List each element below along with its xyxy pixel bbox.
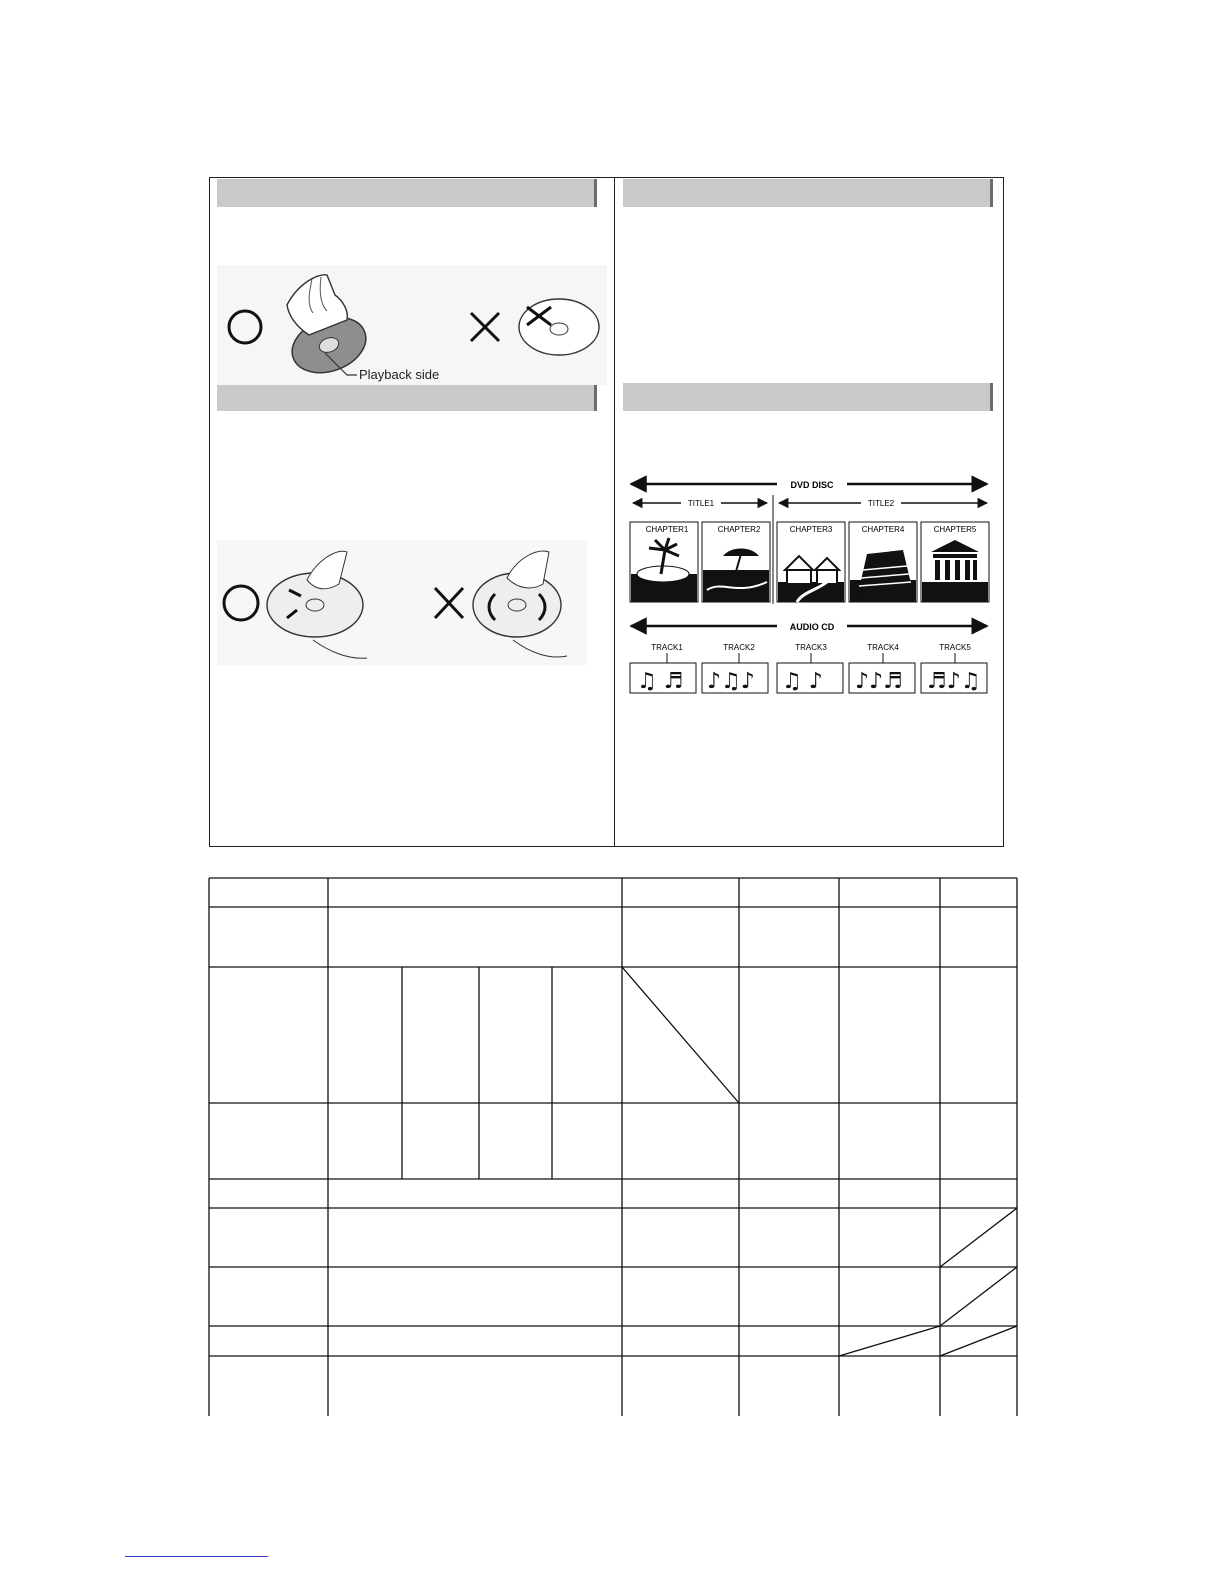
title-label: TITLE1 — [687, 499, 715, 508]
section-header-right-top — [623, 179, 993, 207]
column-divider — [614, 177, 615, 847]
disc-structure-diagram — [627, 470, 992, 700]
dvd-disc-label: DVD DISC — [790, 480, 834, 490]
music-notes-icon: ♫ ♬ — [637, 669, 684, 694]
chapter-label: CHAPTER5 — [933, 525, 977, 534]
track-label: TRACK5 — [939, 643, 971, 652]
disc-handling-illustration — [217, 265, 607, 385]
disc-cleaning-illustration — [217, 540, 587, 665]
house-icon — [778, 556, 844, 602]
track-label: TRACK4 — [867, 643, 899, 652]
title-label: TITLE2 — [867, 499, 895, 508]
temple-icon — [922, 540, 988, 602]
beach-umbrella-icon — [703, 549, 769, 603]
music-notes-icon: ♬♪♫ — [927, 669, 981, 694]
chapter-label: CHAPTER1 — [645, 525, 689, 534]
palm-island-icon — [631, 538, 697, 602]
track-label: TRACK3 — [795, 643, 827, 652]
section-header-handling — [217, 179, 597, 207]
footnote-separator — [125, 1556, 268, 1557]
chapter-label: CHAPTER4 — [861, 525, 905, 534]
chapter-label: CHAPTER3 — [789, 525, 833, 534]
chapter-label: CHAPTER2 — [717, 525, 761, 534]
audio-cd-label: AUDIO CD — [789, 622, 835, 632]
section-header-structure — [623, 383, 993, 411]
section-header-cleaning — [217, 383, 597, 411]
music-notes-icon: ♪♪♬ — [855, 669, 903, 694]
disc-compatibility-table — [208, 877, 1019, 1417]
disc-touched-icon — [519, 299, 599, 355]
music-notes-icon: ♪♫♪ — [707, 669, 755, 694]
track-label: TRACK1 — [651, 643, 683, 652]
train-icon — [850, 550, 916, 602]
music-notes-icon: ♫ ♪ — [782, 669, 823, 694]
playback-side-label: Playback side — [359, 367, 440, 382]
track-label: TRACK2 — [723, 643, 755, 652]
